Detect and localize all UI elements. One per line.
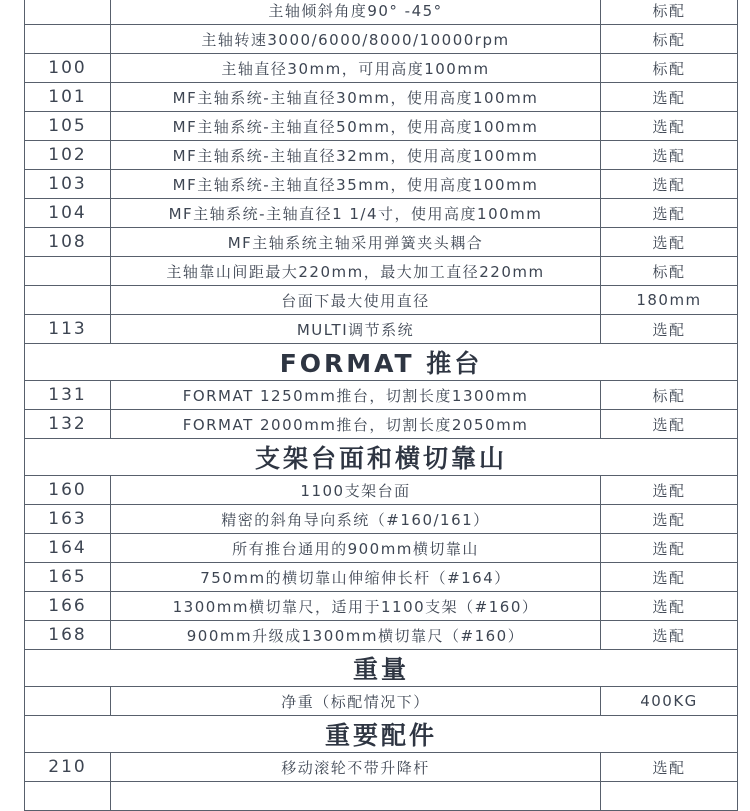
table-row: [25, 199, 738, 228]
item-description-cell: MULTI调节系统: [111, 315, 601, 344]
table-row: [25, 0, 738, 25]
item-description-cell: 主轴靠山间距最大220mm，最大加工直径220mm: [111, 257, 601, 286]
item-description-cell: 主轴直径30mm，可用高度100mm: [111, 54, 601, 83]
item-description-cell: MF主轴系统主轴采用弹簧夹头耦合: [111, 228, 601, 257]
item-value-cell: 选配: [601, 199, 738, 228]
item-value-cell: 标配: [601, 257, 738, 286]
item-code-cell: 103: [25, 170, 111, 199]
table-row: [25, 687, 738, 716]
item-value-cell: 选配: [601, 112, 738, 141]
item-value-cell: 选配: [601, 170, 738, 199]
item-description-cell: [111, 782, 601, 811]
item-description-cell: FORMAT 2000mm推台，切割长度2050mm: [111, 410, 601, 439]
item-value-cell: 选配: [601, 534, 738, 563]
section-title: 重量: [25, 650, 738, 687]
table-row: [25, 257, 738, 286]
item-description-cell: FORMAT 1250mm推台，切割长度1300mm: [111, 381, 601, 410]
item-code-cell: [25, 257, 111, 286]
table-row: [25, 410, 738, 439]
table-row: [25, 505, 738, 534]
item-description-cell: 所有推台通用的900mm横切靠山: [111, 534, 601, 563]
item-value-cell: 标配: [601, 25, 738, 54]
table-row: [25, 170, 738, 199]
item-value-cell: 选配: [601, 592, 738, 621]
item-description-cell: 移动滚轮不带升降杆: [111, 753, 601, 782]
item-code-cell: 104: [25, 199, 111, 228]
item-code-cell: 100: [25, 54, 111, 83]
item-description-cell: MF主轴系统-主轴直径1 1/4寸，使用高度100mm: [111, 199, 601, 228]
item-value-cell: 400KG: [601, 687, 738, 716]
item-code-cell: 168: [25, 621, 111, 650]
table-row: [25, 534, 738, 563]
item-description-cell: MF主轴系统-主轴直径50mm，使用高度100mm: [111, 112, 601, 141]
table-row: [25, 753, 738, 782]
table-row: [25, 25, 738, 54]
item-code-cell: 163: [25, 505, 111, 534]
table-row: [25, 563, 738, 592]
item-description-cell: 精密的斜角导向系统（#160/161）: [111, 505, 601, 534]
item-code-cell: 164: [25, 534, 111, 563]
table-row: [25, 112, 738, 141]
item-code-cell: 160: [25, 476, 111, 505]
item-value-cell: 标配: [601, 381, 738, 410]
item-code-cell: 102: [25, 141, 111, 170]
spec-table: [24, 0, 738, 811]
table-row: [25, 476, 738, 505]
item-description-cell: 净重（标配情况下）: [111, 687, 601, 716]
item-value-cell: 选配: [601, 505, 738, 534]
section-title: 重要配件: [25, 716, 738, 753]
item-value-cell: 选配: [601, 621, 738, 650]
item-code-cell: [25, 782, 111, 811]
table-row: [25, 315, 738, 344]
item-code-cell: 210: [25, 753, 111, 782]
table-row: [25, 141, 738, 170]
item-code-cell: 131: [25, 381, 111, 410]
item-code-cell: [25, 687, 111, 716]
item-code-cell: 165: [25, 563, 111, 592]
item-code-cell: [25, 25, 111, 54]
item-code-cell: 113: [25, 315, 111, 344]
item-value-cell: 选配: [601, 410, 738, 439]
item-code-cell: [25, 286, 111, 315]
table-row: [25, 621, 738, 650]
section-header-row: [25, 344, 738, 381]
item-description-cell: 1300mm横切靠尺，适用于1100支架（#160）: [111, 592, 601, 621]
item-description-cell: MF主轴系统-主轴直径35mm，使用高度100mm: [111, 170, 601, 199]
item-value-cell: 标配: [601, 0, 738, 25]
section-title: 支架台面和横切靠山: [25, 439, 738, 476]
item-description-cell: MF主轴系统-主轴直径30mm，使用高度100mm: [111, 83, 601, 112]
item-value-cell: 选配: [601, 563, 738, 592]
table-row: [25, 54, 738, 83]
item-description-cell: 主轴倾斜角度90° -45°: [111, 0, 601, 25]
item-value-cell: 选配: [601, 141, 738, 170]
item-value-cell: 选配: [601, 315, 738, 344]
item-description-cell: 1100支架台面: [111, 476, 601, 505]
item-description-cell: 750mm的横切靠山伸缩伸长杆（#164）: [111, 563, 601, 592]
item-value-cell: 180mm: [601, 286, 738, 315]
item-value-cell: 标配: [601, 54, 738, 83]
item-value-cell: 选配: [601, 228, 738, 257]
table-row: [25, 286, 738, 315]
item-description-cell: MF主轴系统-主轴直径32mm，使用高度100mm: [111, 141, 601, 170]
item-code-cell: 105: [25, 112, 111, 141]
item-code-cell: [25, 0, 111, 25]
spec-table-body: [25, 0, 738, 811]
item-value-cell: 选配: [601, 83, 738, 112]
item-value-cell: 选配: [601, 753, 738, 782]
item-code-cell: 101: [25, 83, 111, 112]
table-row: [25, 782, 738, 811]
item-code-cell: 132: [25, 410, 111, 439]
table-row: [25, 83, 738, 112]
section-header-row: [25, 439, 738, 476]
table-row: [25, 381, 738, 410]
section-title: FORMAT 推台: [25, 344, 738, 381]
item-value-cell: 选配: [601, 476, 738, 505]
item-description-cell: 主轴转速3000/6000/8000/10000rpm: [111, 25, 601, 54]
section-header-row: [25, 716, 738, 753]
item-description-cell: 台面下最大使用直径: [111, 286, 601, 315]
section-header-row: [25, 650, 738, 687]
table-row: [25, 592, 738, 621]
item-code-cell: 108: [25, 228, 111, 257]
table-row: [25, 228, 738, 257]
item-code-cell: 166: [25, 592, 111, 621]
item-value-cell: [601, 782, 738, 811]
item-description-cell: 900mm升级成1300mm横切靠尺（#160）: [111, 621, 601, 650]
